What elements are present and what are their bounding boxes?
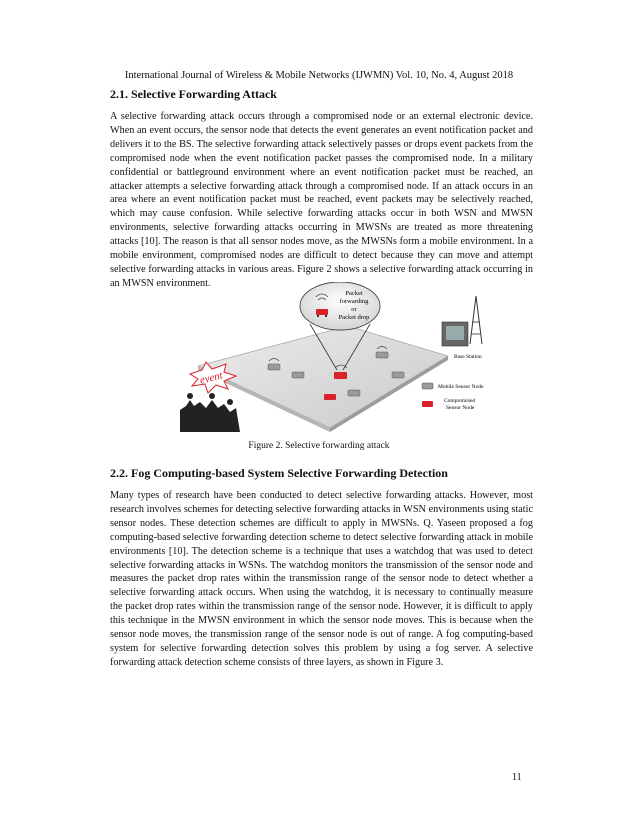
legend-mobile-label: Mobile Sensor Node: [438, 384, 484, 390]
section-heading-selective-forwarding: 2.1. Selective Forwarding Attack: [110, 87, 277, 101]
figure-selective-forwarding: [180, 282, 510, 432]
section-heading-fog-computing: 2.2. Fog Computing-based System Selective Forwarding Detection: [110, 466, 448, 480]
packet-bubble: [300, 282, 380, 330]
bubble-text-1: Packet: [345, 290, 363, 297]
mobile-sensor-node: [292, 372, 304, 378]
base-station: [442, 296, 482, 346]
bubble-text-2: forwarding: [339, 298, 369, 305]
figure-caption: Figure 2. Selective forwarding attack: [248, 441, 390, 451]
figure-illustration: [180, 282, 510, 432]
section-paragraph-fog-computing: Many types of research have been conducted to detect selective forwarding attacks. However, most research involves schemes for detecting selective forwarding attacks in WSN environments using static sensor nodes. These detection schemes are difficult to apply in MWSNs. Q. Yaseen proposed a fog computing-based selective forwarding detection scheme to detect selective forwarding attack in mobile environments [10]. The detection scheme is a technique that uses a watchdog that was used to detect selective forwarding attacks in WSNs. The watchdog monitors the transmission of the sensor node and measures the packet drop rates within the transmission range of the sensor node to detect whether a selective forwarding attack occurs. When using the watchdog, it is necessary to continually measure the packet drop rates within the transmission range of the sensor node. However, it is difficult to apply this technique in the MWSN environment in which the sensor node moves. This is because when the sensor node moves, the transmission range of the sensor node is out of range. A fog computing-based system for selective forwarding detection solves this problem by using a fog server. A selective forwarding attack detection scheme consists of three layers, as shown in Figure 3.: [110, 490, 533, 668]
running-header: International Journal of Wireless & Mobile Networks (IJWMN) Vol. 10, No. 4, August 2018: [124, 70, 514, 81]
legend-compromised-label-1: Compromised: [444, 398, 476, 404]
legend: [422, 383, 484, 411]
legend-compromised-label-2: Sensor Node: [446, 405, 475, 411]
bubble-text-3: or: [351, 306, 357, 313]
event-label: event: [198, 369, 224, 387]
soldiers-silhouette: [180, 393, 240, 432]
section-paragraph-selective-forwarding: A selective forwarding attack occurs through a compromised node or an external electronic device. When an event occurs, the sensor node that detects the event generates an event notification packet and delivers it to the BS. The selective forwarding attack selectively passes or drops event packets from the compromised node when the event notification packet passes the compromised node. In a military confidential or battleground environment where an event notification packet must be reached, an attacker attempts a selective forwarding attack through a compromised node. If an attack occurs in an area where an event notification packet must be reached, event packets may be selectively reached, which may cause confusion. While selective forwarding attacks occur in both WSN and MWSN environments, selective forwarding attacks occurring in MWSNs are treated as more threatening attacks [10]. The reason is that all sensor nodes move, as the MWSNs form a mobile environment. In a mobile environment, compromised nodes are difficult to detect because they can move and attempt selective forwarding attacks in various areas. Figure 2 shows a selective forwarding attack occurring in an MWSN environment.: [110, 111, 533, 289]
page-number: 11: [512, 772, 522, 783]
base-station-label: Base Station: [454, 354, 482, 360]
mobile-sensor-node: [348, 390, 360, 396]
mobile-sensor-node: [392, 372, 404, 378]
bubble-text-4: Packet drop: [338, 314, 370, 321]
legend-mobile-swatch: [422, 383, 433, 389]
compromised-sensor-node: [324, 394, 336, 400]
legend-compromised-swatch: [422, 401, 433, 407]
